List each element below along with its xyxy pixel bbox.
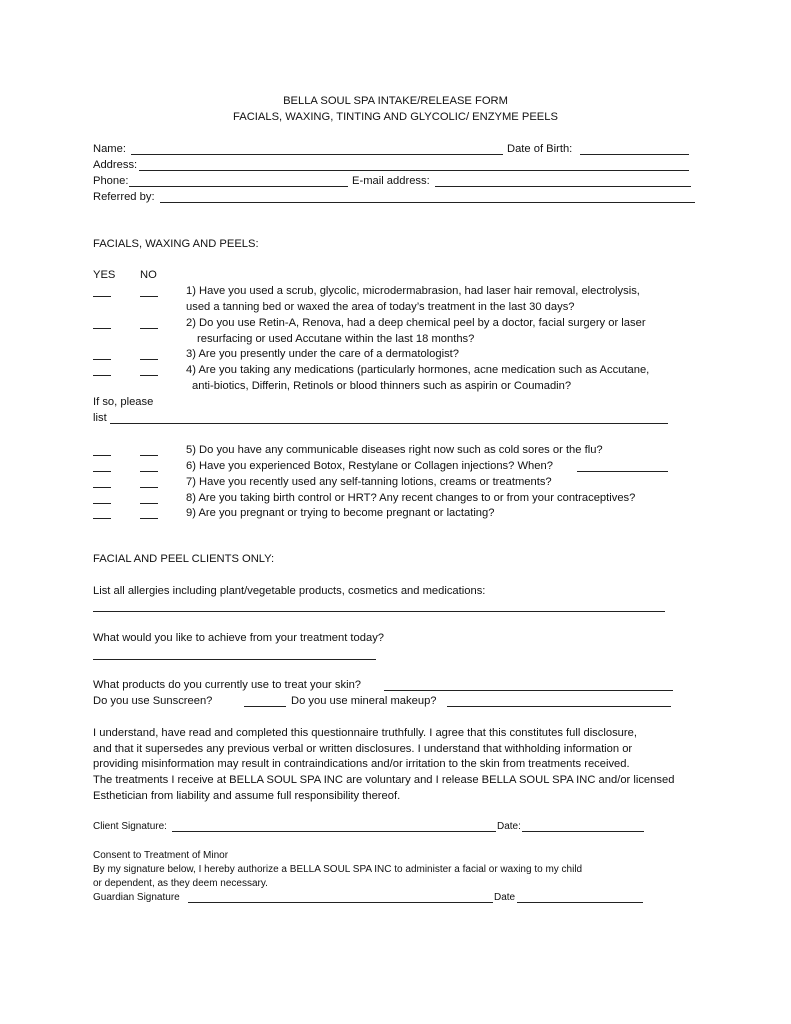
question-1-line-2: used a tanning bed or waxed the area of today’s treatment in the last 30 days? bbox=[186, 301, 575, 313]
name-label: Name: bbox=[93, 143, 126, 155]
release-line-2: and that it supersedes any previous verbal or written disclosures. I understand that withholding information or bbox=[93, 743, 633, 755]
release-line-4: The treatments I receive at BELLA SOUL SPA INC are voluntary and I release BELLA SOUL SPA INC and/or licensed bbox=[93, 774, 675, 786]
q6-yes-blank[interactable] bbox=[93, 471, 111, 472]
phone-label: Phone: bbox=[93, 175, 129, 187]
mineral-makeup-field[interactable] bbox=[447, 706, 671, 707]
section-heading-facials: FACIALS, WAXING AND PEELS: bbox=[93, 238, 259, 250]
form-subtitle: FACIALS, WAXING, TINTING AND GLYCOLIC/ ENZYME PEELS bbox=[233, 111, 558, 123]
minor-consent-line-1: By my signature below, I hereby authorize a BELLA SOUL SPA INC to administer a facial or waxing to my child bbox=[93, 864, 583, 875]
guardian-signature-field[interactable] bbox=[188, 902, 493, 903]
referred-label: Referred by: bbox=[93, 191, 155, 203]
question-4-line-1: 4) Are you taking any medications (particularly hormones, acne medication such as Accutane, bbox=[186, 364, 650, 376]
question-4-line-2: anti-biotics, Differin, Retinols or blood thinners such as aspirin or Coumadin? bbox=[192, 380, 572, 392]
if-so-label: If so, please bbox=[93, 396, 154, 408]
sunscreen-field[interactable] bbox=[244, 706, 286, 707]
q5-no-blank[interactable] bbox=[140, 455, 158, 456]
medications-list-field[interactable] bbox=[110, 423, 668, 424]
question-1-line-1: 1) Have you used a scrub, glycolic, microdermabrasion, had laser hair removal, electrolysis, bbox=[186, 285, 640, 297]
address-label: Address: bbox=[93, 159, 138, 171]
email-label: E-mail address: bbox=[352, 175, 430, 187]
question-2-line-1: 2) Do you use Retin-A, Renova, had a deep chemical peel by a doctor, facial surgery or laser bbox=[186, 317, 646, 329]
question-5: 5) Do you have any communicable diseases right now such as cold sores or the flu? bbox=[186, 444, 603, 456]
dob-field[interactable] bbox=[580, 154, 689, 155]
minor-consent-line-2: or dependent, as they deem necessary. bbox=[93, 878, 268, 889]
q1-no-blank[interactable] bbox=[140, 296, 158, 297]
client-signature-field[interactable] bbox=[172, 831, 496, 832]
question-7: 7) Have you recently used any self-tanning lotions, creams or treatments? bbox=[186, 476, 552, 488]
products-question: What products do you currently use to treat your skin? bbox=[93, 679, 362, 691]
phone-field[interactable] bbox=[129, 186, 348, 187]
guardian-date-field[interactable] bbox=[517, 902, 643, 903]
q4-yes-blank[interactable] bbox=[93, 375, 111, 376]
question-8: 8) Are you taking birth control or HRT? Any recent changes to or from your contraceptives? bbox=[186, 492, 636, 504]
allergies-question: List all allergies including plant/vegetable products, cosmetics and medications: bbox=[93, 585, 486, 597]
q9-no-blank[interactable] bbox=[140, 518, 158, 519]
referred-field[interactable] bbox=[160, 202, 695, 203]
q9-yes-blank[interactable] bbox=[93, 518, 111, 519]
q1-yes-blank[interactable] bbox=[93, 296, 111, 297]
email-field[interactable] bbox=[435, 186, 691, 187]
guardian-date-label: Date bbox=[494, 892, 516, 903]
client-date-field[interactable] bbox=[522, 831, 644, 832]
question-9: 9) Are you pregnant or trying to become pregnant or lactating? bbox=[186, 507, 495, 519]
question-2-line-2: resurfacing or used Accutane within the last 18 months? bbox=[197, 333, 475, 345]
dob-label: Date of Birth: bbox=[507, 143, 573, 155]
allergies-field[interactable] bbox=[93, 611, 665, 612]
q7-no-blank[interactable] bbox=[140, 487, 158, 488]
client-date-label: Date: bbox=[497, 821, 521, 832]
products-field[interactable] bbox=[384, 690, 673, 691]
q7-yes-blank[interactable] bbox=[93, 487, 111, 488]
guardian-signature-label: Guardian Signature bbox=[93, 892, 180, 903]
release-line-3: providing misinformation may result in contraindications and/or irritation to the skin from treatments received. bbox=[93, 758, 630, 770]
minor-consent-heading: Consent to Treatment of Minor bbox=[93, 850, 229, 861]
form-title: BELLA SOUL SPA INTAKE/RELEASE FORM bbox=[283, 95, 508, 107]
achieve-question: What would you like to achieve from your treatment today? bbox=[93, 632, 385, 644]
name-field[interactable] bbox=[131, 154, 503, 155]
q3-no-blank[interactable] bbox=[140, 359, 158, 360]
no-column-label: NO bbox=[140, 269, 157, 281]
question-3: 3) Are you presently under the care of a dermatologist? bbox=[186, 348, 460, 360]
release-line-1: I understand, have read and completed this questionnaire truthfully. I agree that this constitutes full disclosure, bbox=[93, 727, 637, 739]
list-label: list bbox=[93, 412, 107, 424]
release-line-5: Esthetician from liability and assume full responsibility thereof. bbox=[93, 790, 401, 802]
question-6: 6) Have you experienced Botox, Restylane or Collagen injections? When? bbox=[186, 460, 553, 472]
q5-yes-blank[interactable] bbox=[93, 455, 111, 456]
sunscreen-question: Do you use Sunscreen? bbox=[93, 695, 213, 707]
achieve-field[interactable] bbox=[93, 659, 376, 660]
q3-yes-blank[interactable] bbox=[93, 359, 111, 360]
q4-no-blank[interactable] bbox=[140, 375, 158, 376]
mineral-makeup-question: Do you use mineral makeup? bbox=[291, 695, 437, 707]
client-signature-label: Client Signature: bbox=[93, 821, 167, 832]
yes-column-label: YES bbox=[93, 269, 116, 281]
q8-no-blank[interactable] bbox=[140, 503, 158, 504]
q6-no-blank[interactable] bbox=[140, 471, 158, 472]
address-field[interactable] bbox=[139, 170, 689, 171]
section-heading-facial-peel: FACIAL AND PEEL CLIENTS ONLY: bbox=[93, 553, 275, 565]
injections-when-field[interactable] bbox=[577, 471, 668, 472]
q2-yes-blank[interactable] bbox=[93, 328, 111, 329]
q8-yes-blank[interactable] bbox=[93, 503, 111, 504]
q2-no-blank[interactable] bbox=[140, 328, 158, 329]
